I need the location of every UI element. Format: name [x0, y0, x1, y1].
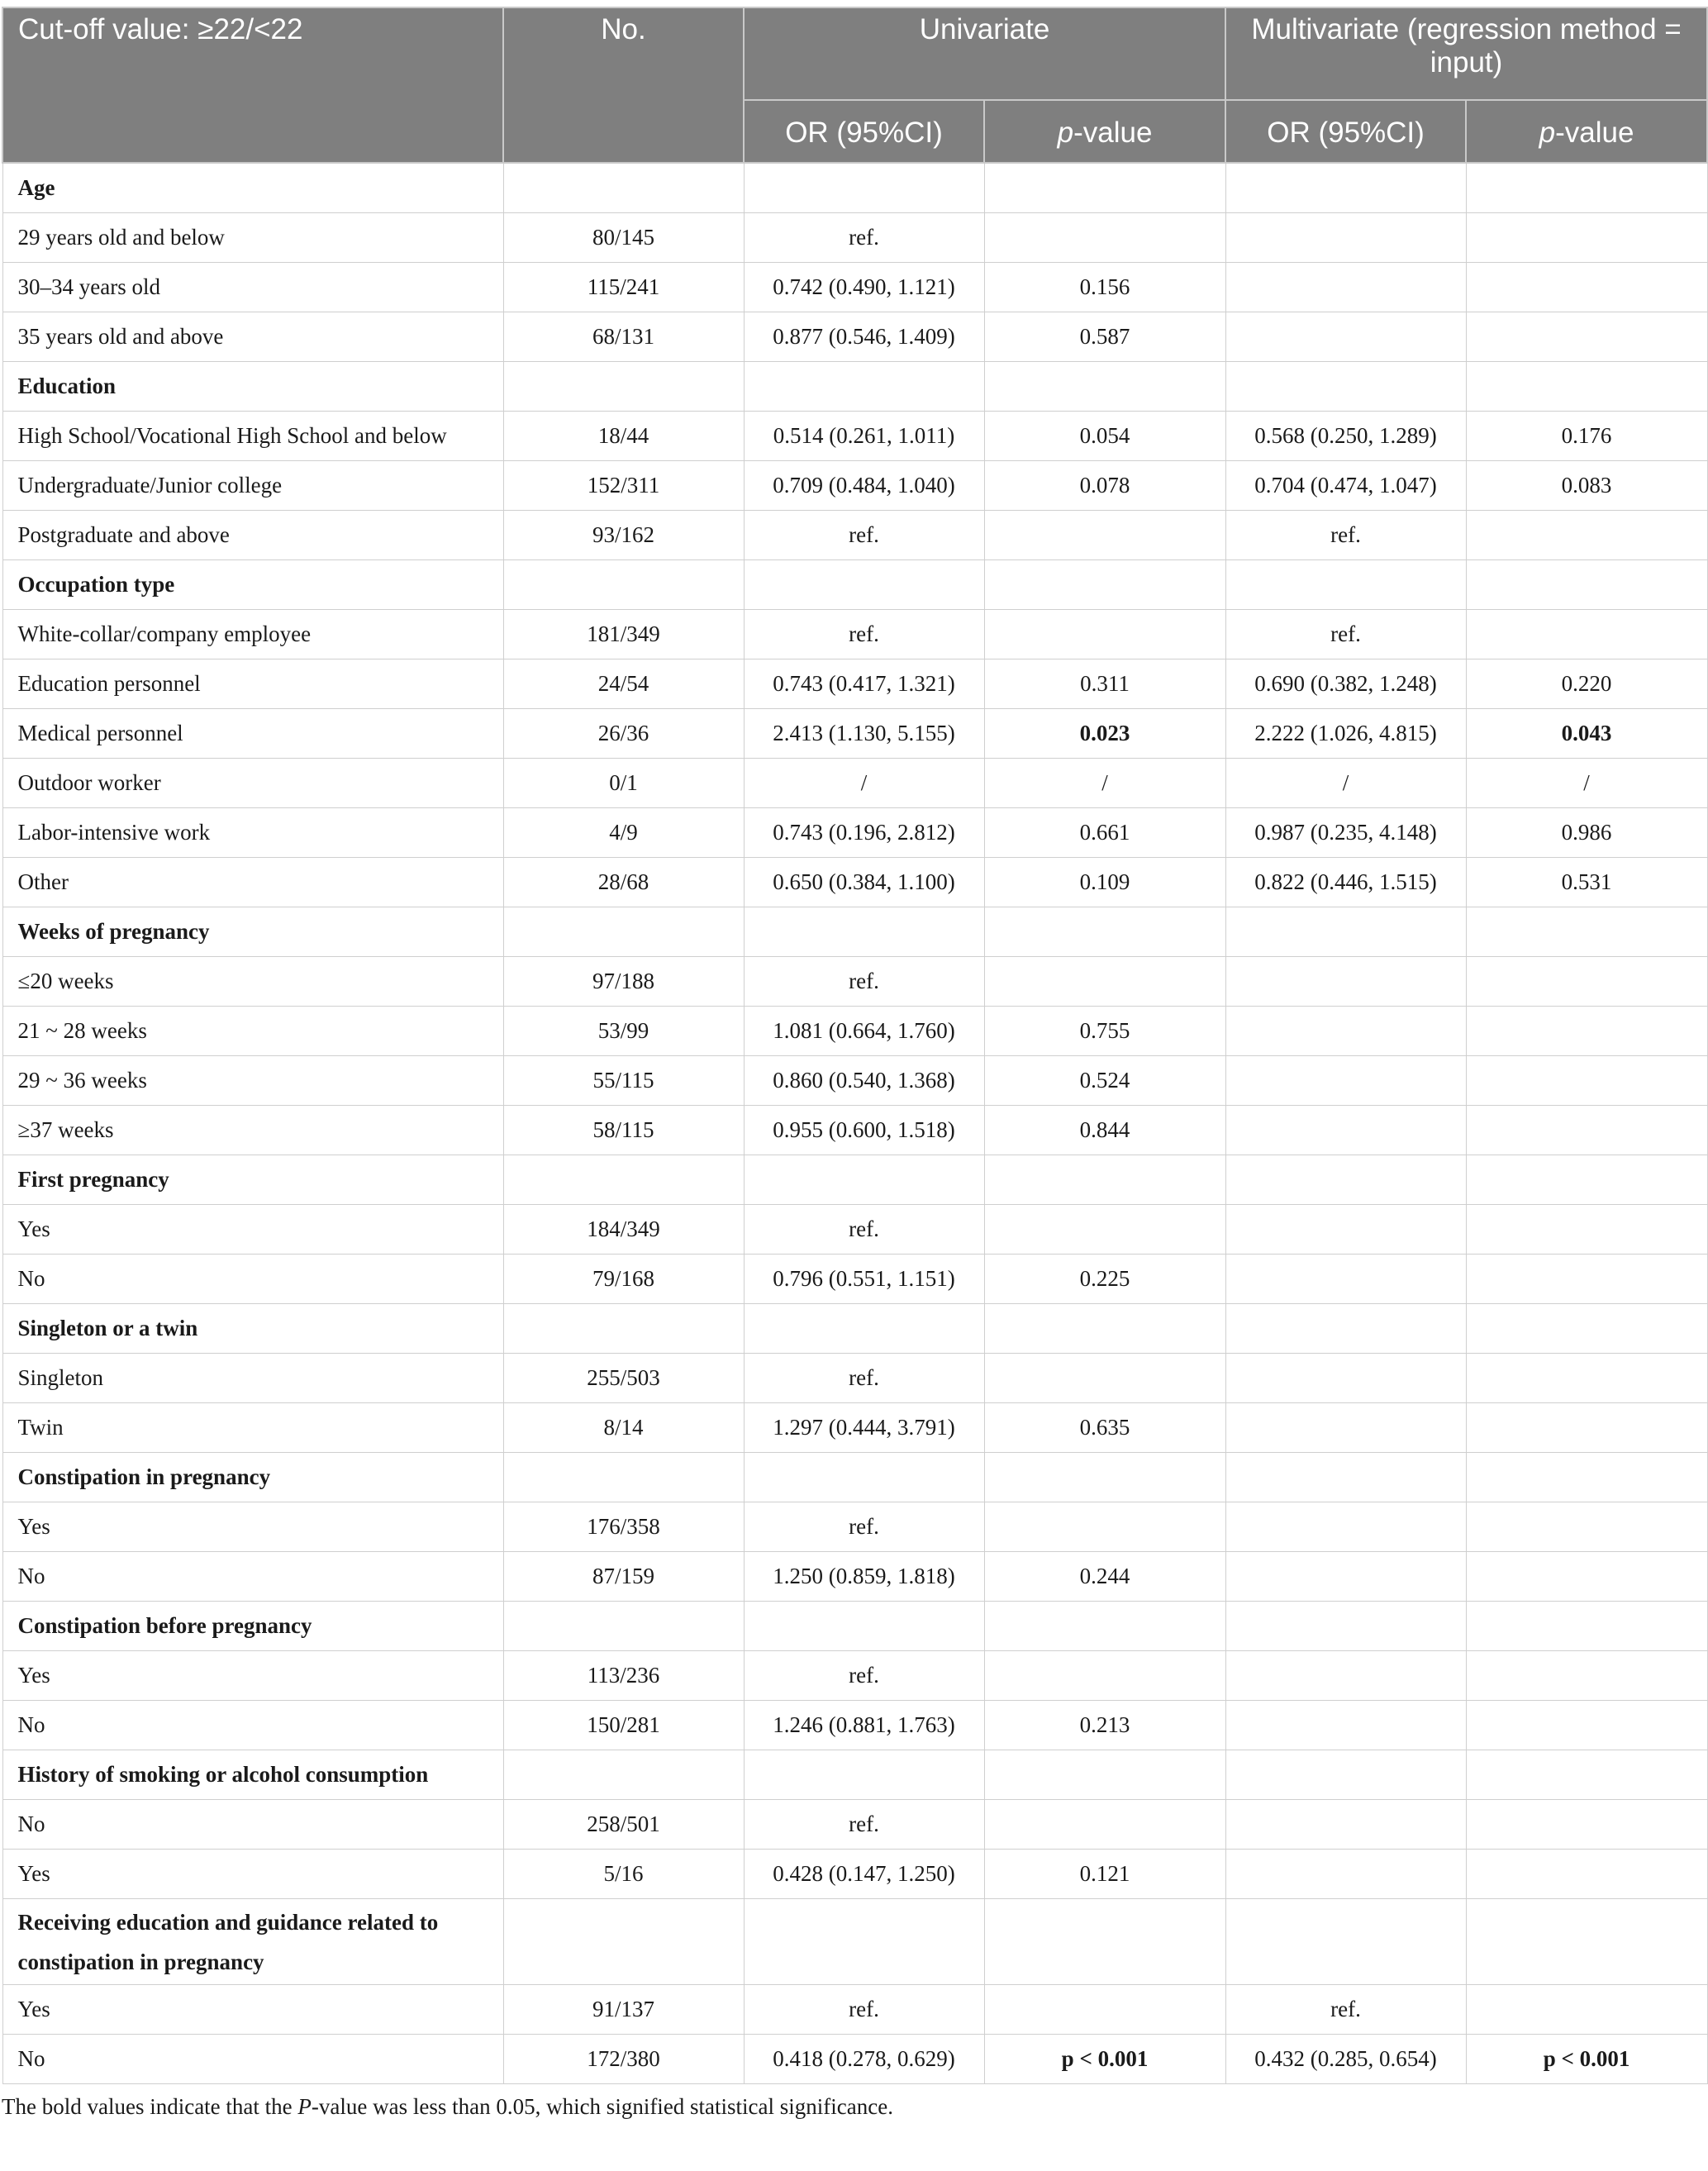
count-cell [503, 163, 744, 213]
multivariate-p-cell [1466, 1155, 1707, 1205]
count-cell [503, 1899, 744, 1985]
univariate-or-cell: ref. [744, 1800, 984, 1850]
row-label-cell: 35 years old and above [2, 312, 503, 362]
count-cell: 87/159 [503, 1552, 744, 1602]
univariate-p-cell: 0.661 [984, 808, 1225, 858]
univariate-or-cell: ref. [744, 1651, 984, 1701]
table-header [2, 7, 1707, 163]
table-footnote [2, 2094, 1708, 2120]
univariate-p-cell: 0.023 [984, 709, 1225, 759]
multivariate-or-cell [1225, 1304, 1466, 1354]
univariate-or-cell [744, 1899, 984, 1985]
multivariate-or-cell: ref. [1225, 511, 1466, 560]
multivariate-or-cell [1225, 1602, 1466, 1651]
univariate-p-cell [984, 957, 1225, 1007]
univariate-or-cell: ref. [744, 1985, 984, 2035]
count-cell: 255/503 [503, 1354, 744, 1403]
univariate-or-cell: 0.428 (0.147, 1.250) [744, 1850, 984, 1899]
univariate-or-cell: ref. [744, 610, 984, 659]
univariate-p-cell: 0.225 [984, 1255, 1225, 1304]
category-row [2, 1750, 1707, 1800]
table-row [2, 759, 1707, 808]
multivariate-or-cell [1225, 1552, 1466, 1602]
univariate-or-cell: 0.709 (0.484, 1.040) [744, 461, 984, 511]
table-row [2, 412, 1707, 461]
table-row [2, 511, 1707, 560]
table-row [2, 1354, 1707, 1403]
multivariate-or-cell [1225, 1453, 1466, 1502]
row-label-cell: Occupation type [2, 560, 503, 610]
row-label-cell: Yes [2, 1985, 503, 2035]
table-row [2, 610, 1707, 659]
count-cell [503, 907, 744, 957]
univariate-p-cell: 0.635 [984, 1403, 1225, 1453]
multivariate-p-cell [1466, 560, 1707, 610]
univariate-or-cell: ref. [744, 511, 984, 560]
table-row [2, 1701, 1707, 1750]
row-label-cell: Constipation before pregnancy [2, 1602, 503, 1651]
count-cell: 79/168 [503, 1255, 744, 1304]
univariate-p-cell [984, 213, 1225, 263]
univariate-or-cell: 1.081 (0.664, 1.760) [744, 1007, 984, 1056]
multivariate-p-cell [1466, 957, 1707, 1007]
multivariate-or-cell [1225, 1106, 1466, 1155]
row-label-cell: Yes [2, 1205, 503, 1255]
multivariate-p-cell: 0.220 [1466, 659, 1707, 709]
univariate-or-cell [744, 362, 984, 412]
row-label-cell: Twin [2, 1403, 503, 1453]
univariate-or-cell [744, 907, 984, 957]
table-row [2, 1056, 1707, 1106]
row-label-cell: ≥37 weeks [2, 1106, 503, 1155]
count-cell: 97/188 [503, 957, 744, 1007]
footnote-part1: The bold values indicate that the [2, 2094, 298, 2119]
category-row [2, 1304, 1707, 1354]
table-row [2, 1502, 1707, 1552]
multivariate-p-cell: / [1466, 759, 1707, 808]
multivariate-or-cell [1225, 1403, 1466, 1453]
univariate-or-cell: 1.250 (0.859, 1.818) [744, 1552, 984, 1602]
multivariate-p-cell [1466, 1304, 1707, 1354]
p-suffix: -value [1555, 117, 1634, 149]
univariate-or-cell [744, 1453, 984, 1502]
count-cell: 113/236 [503, 1651, 744, 1701]
univariate-p-cell: 0.844 [984, 1106, 1225, 1155]
univariate-p-cell: 0.755 [984, 1007, 1225, 1056]
count-cell: 80/145 [503, 213, 744, 263]
table-row [2, 808, 1707, 858]
count-cell: 8/14 [503, 1403, 744, 1453]
multivariate-p-cell [1466, 1985, 1707, 2035]
p-italic: p [1539, 117, 1556, 149]
row-label-cell: Yes [2, 1850, 503, 1899]
multivariate-p-cell: 0.083 [1466, 461, 1707, 511]
univariate-p-cell: 0.078 [984, 461, 1225, 511]
univariate-p-cell [984, 1304, 1225, 1354]
table-row [2, 1552, 1707, 1602]
multivariate-p-cell [1466, 610, 1707, 659]
row-label-cell: No [2, 2035, 503, 2084]
univariate-p-cell: 0.311 [984, 659, 1225, 709]
multivariate-p-cell [1466, 1255, 1707, 1304]
multivariate-p-cell [1466, 1701, 1707, 1750]
table-row [2, 2035, 1707, 2084]
multivariate-or-cell [1225, 1354, 1466, 1403]
table-row [2, 461, 1707, 511]
count-cell [503, 1155, 744, 1205]
univariate-p-cell: 0.213 [984, 1701, 1225, 1750]
univariate-p-cell [984, 1800, 1225, 1850]
multivariate-p-header [1466, 100, 1707, 163]
multivariate-p-cell: 0.176 [1466, 412, 1707, 461]
univariate-or-cell [744, 1155, 984, 1205]
p-italic: p [1057, 117, 1074, 149]
count-cell: 258/501 [503, 1800, 744, 1850]
table-row [2, 312, 1707, 362]
count-cell: 91/137 [503, 1985, 744, 2035]
row-label-cell: No [2, 1701, 503, 1750]
multivariate-or-cell [1225, 907, 1466, 957]
multivariate-or-cell [1225, 1255, 1466, 1304]
multivariate-p-cell [1466, 1502, 1707, 1552]
multivariate-p-cell [1466, 1850, 1707, 1899]
multivariate-p-cell [1466, 362, 1707, 412]
multivariate-p-cell [1466, 1354, 1707, 1403]
univariate-or-cell: 1.297 (0.444, 3.791) [744, 1403, 984, 1453]
multivariate-p-cell [1466, 1007, 1707, 1056]
multivariate-p-cell [1466, 1651, 1707, 1701]
univariate-p-cell: 0.121 [984, 1850, 1225, 1899]
row-label-cell: No [2, 1255, 503, 1304]
count-cell: 176/358 [503, 1502, 744, 1552]
row-label-cell: No [2, 1552, 503, 1602]
count-cell: 93/162 [503, 511, 744, 560]
univariate-p-cell: 0.244 [984, 1552, 1225, 1602]
multivariate-or-cell [1225, 1750, 1466, 1800]
multivariate-p-cell [1466, 263, 1707, 312]
univariate-or-cell [744, 1750, 984, 1800]
row-label-cell: No [2, 1800, 503, 1850]
multivariate-p-cell [1466, 907, 1707, 957]
univariate-p-cell [984, 1453, 1225, 1502]
row-label-cell: Postgraduate and above [2, 511, 503, 560]
category-row [2, 362, 1707, 412]
univariate-p-cell [984, 1651, 1225, 1701]
count-cell [503, 1304, 744, 1354]
category-row [2, 907, 1707, 957]
univariate-or-cell: ref. [744, 1502, 984, 1552]
footnote-p-italic: P [297, 2094, 312, 2119]
footnote-part3: -value was less than 0.05, which signified statistical significance. [311, 2094, 893, 2119]
table-row [2, 1255, 1707, 1304]
univariate-header: Univariate [744, 7, 1225, 100]
univariate-p-cell [984, 1899, 1225, 1985]
row-label-cell: History of smoking or alcohol consumption [2, 1750, 503, 1800]
count-cell: 172/380 [503, 2035, 744, 2084]
univariate-p-cell [984, 1602, 1225, 1651]
count-cell [503, 1602, 744, 1651]
multivariate-header: Multivariate (regression method = input) [1225, 7, 1707, 100]
count-cell: 150/281 [503, 1701, 744, 1750]
multivariate-p-cell [1466, 213, 1707, 263]
row-label-cell: 29 years old and below [2, 213, 503, 263]
table-row [2, 1800, 1707, 1850]
multivariate-p-cell [1466, 1552, 1707, 1602]
regression-table [2, 7, 1708, 2084]
univariate-p-cell: 0.587 [984, 312, 1225, 362]
table-row [2, 1850, 1707, 1899]
count-cell: 18/44 [503, 412, 744, 461]
univariate-or-cell [744, 560, 984, 610]
multivariate-or-cell: 0.690 (0.382, 1.248) [1225, 659, 1466, 709]
multivariate-or-cell [1225, 163, 1466, 213]
univariate-p-cell: p < 0.001 [984, 2035, 1225, 2084]
multivariate-or-cell [1225, 1205, 1466, 1255]
row-label-cell: 30–34 years old [2, 263, 503, 312]
multivariate-or-cell: 0.704 (0.474, 1.047) [1225, 461, 1466, 511]
univariate-or-cell: 0.796 (0.551, 1.151) [744, 1255, 984, 1304]
category-row [2, 1899, 1707, 1985]
multivariate-p-cell [1466, 1602, 1707, 1651]
table-row [2, 1205, 1707, 1255]
multivariate-p-cell: 0.043 [1466, 709, 1707, 759]
row-label-cell: Singleton or a twin [2, 1304, 503, 1354]
multivariate-or-cell [1225, 1155, 1466, 1205]
multivariate-or-cell [1225, 362, 1466, 412]
univariate-p-cell: 0.524 [984, 1056, 1225, 1106]
row-label-cell: Yes [2, 1502, 503, 1552]
row-label-cell: Receiving education and guidance related to constipation in pregnancy [2, 1899, 503, 1985]
univariate-p-cell [984, 1155, 1225, 1205]
row-label-cell: ≤20 weeks [2, 957, 503, 1007]
table-row [2, 1106, 1707, 1155]
univariate-p-cell [984, 163, 1225, 213]
univariate-p-cell: 0.156 [984, 263, 1225, 312]
row-label-cell: Medical personnel [2, 709, 503, 759]
univariate-p-cell [984, 1205, 1225, 1255]
univariate-or-cell [744, 163, 984, 213]
univariate-or-cell: ref. [744, 1205, 984, 1255]
univariate-p-cell [984, 907, 1225, 957]
multivariate-or-cell [1225, 1502, 1466, 1552]
multivariate-p-cell [1466, 1106, 1707, 1155]
row-label-cell: High School/Vocational High School and below [2, 412, 503, 461]
univariate-or-cell: ref. [744, 1354, 984, 1403]
multivariate-p-cell: 0.531 [1466, 858, 1707, 907]
multivariate-p-cell [1466, 1750, 1707, 1800]
row-label-cell: Other [2, 858, 503, 907]
multivariate-or-cell [1225, 1800, 1466, 1850]
row-label-cell: Undergraduate/Junior college [2, 461, 503, 511]
row-label-cell: First pregnancy [2, 1155, 503, 1205]
multivariate-or-cell: / [1225, 759, 1466, 808]
count-cell [503, 560, 744, 610]
count-cell: 58/115 [503, 1106, 744, 1155]
univariate-or-cell: 0.743 (0.196, 2.812) [744, 808, 984, 858]
table-body [2, 163, 1707, 2084]
row-label-cell: Weeks of pregnancy [2, 907, 503, 957]
univariate-or-cell: 0.418 (0.278, 0.629) [744, 2035, 984, 2084]
univariate-or-cell: 0.860 (0.540, 1.368) [744, 1056, 984, 1106]
univariate-or-cell: 0.743 (0.417, 1.321) [744, 659, 984, 709]
univariate-or-cell: / [744, 759, 984, 808]
table-row [2, 263, 1707, 312]
multivariate-p-cell [1466, 1403, 1707, 1453]
univariate-or-cell [744, 1602, 984, 1651]
univariate-or-cell: 0.514 (0.261, 1.011) [744, 412, 984, 461]
univariate-or-cell: 2.413 (1.130, 5.155) [744, 709, 984, 759]
table-row [2, 1651, 1707, 1701]
univariate-or-cell: 0.650 (0.384, 1.100) [744, 858, 984, 907]
row-label-cell: Outdoor worker [2, 759, 503, 808]
multivariate-or-cell [1225, 1651, 1466, 1701]
count-cell: 24/54 [503, 659, 744, 709]
univariate-p-cell [984, 1750, 1225, 1800]
univariate-p-cell [984, 511, 1225, 560]
no-header: No. [503, 7, 744, 163]
category-row [2, 1155, 1707, 1205]
cutoff-header: Cut-off value: ≥22/<22 [2, 7, 503, 163]
multivariate-or-cell [1225, 1056, 1466, 1106]
univariate-or-header: OR (95%CI) [744, 100, 984, 163]
univariate-p-cell [984, 362, 1225, 412]
univariate-p-cell: 0.054 [984, 412, 1225, 461]
row-label-cell: White-collar/company employee [2, 610, 503, 659]
table-row [2, 1007, 1707, 1056]
row-label-cell: Education personnel [2, 659, 503, 709]
multivariate-p-cell [1466, 312, 1707, 362]
multivariate-or-cell: 0.568 (0.250, 1.289) [1225, 412, 1466, 461]
univariate-or-cell: 0.955 (0.600, 1.518) [744, 1106, 984, 1155]
multivariate-or-cell: 0.822 (0.446, 1.515) [1225, 858, 1466, 907]
p-suffix: -value [1073, 117, 1153, 149]
univariate-p-cell: / [984, 759, 1225, 808]
univariate-p-cell: 0.109 [984, 858, 1225, 907]
table-row [2, 709, 1707, 759]
univariate-or-cell: 0.877 (0.546, 1.409) [744, 312, 984, 362]
multivariate-or-cell [1225, 560, 1466, 610]
multivariate-p-cell [1466, 1056, 1707, 1106]
univariate-or-cell: ref. [744, 213, 984, 263]
multivariate-or-cell [1225, 1850, 1466, 1899]
univariate-p-cell [984, 1985, 1225, 2035]
count-cell: 28/68 [503, 858, 744, 907]
count-cell: 181/349 [503, 610, 744, 659]
table-row [2, 213, 1707, 263]
count-cell: 184/349 [503, 1205, 744, 1255]
multivariate-or-cell [1225, 1701, 1466, 1750]
count-cell [503, 362, 744, 412]
univariate-p-header [984, 100, 1225, 163]
count-cell: 55/115 [503, 1056, 744, 1106]
multivariate-or-cell [1225, 263, 1466, 312]
multivariate-or-cell: ref. [1225, 610, 1466, 659]
multivariate-p-cell [1466, 1205, 1707, 1255]
univariate-or-cell: 0.742 (0.490, 1.121) [744, 263, 984, 312]
multivariate-p-cell [1466, 1800, 1707, 1850]
table-row [2, 659, 1707, 709]
univariate-p-cell [984, 1354, 1225, 1403]
row-label-cell: Education [2, 362, 503, 412]
count-cell: 4/9 [503, 808, 744, 858]
row-label-cell: Age [2, 163, 503, 213]
count-cell [503, 1750, 744, 1800]
multivariate-p-cell [1466, 1453, 1707, 1502]
multivariate-or-cell [1225, 1899, 1466, 1985]
table-row [2, 858, 1707, 907]
count-cell: 26/36 [503, 709, 744, 759]
multivariate-or-header: OR (95%CI) [1225, 100, 1466, 163]
multivariate-or-cell [1225, 1007, 1466, 1056]
table-row [2, 1403, 1707, 1453]
univariate-or-cell [744, 1304, 984, 1354]
category-row [2, 163, 1707, 213]
univariate-or-cell: 1.246 (0.881, 1.763) [744, 1701, 984, 1750]
multivariate-or-cell [1225, 957, 1466, 1007]
row-label-cell: Singleton [2, 1354, 503, 1403]
univariate-or-cell: ref. [744, 957, 984, 1007]
count-cell: 0/1 [503, 759, 744, 808]
count-cell: 68/131 [503, 312, 744, 362]
count-cell: 115/241 [503, 263, 744, 312]
multivariate-or-cell [1225, 312, 1466, 362]
count-cell: 152/311 [503, 461, 744, 511]
multivariate-p-cell: 0.986 [1466, 808, 1707, 858]
table-row [2, 957, 1707, 1007]
multivariate-or-cell: 2.222 (1.026, 4.815) [1225, 709, 1466, 759]
table-row [2, 1985, 1707, 2035]
multivariate-or-cell: 0.432 (0.285, 0.654) [1225, 2035, 1466, 2084]
multivariate-or-cell [1225, 213, 1466, 263]
multivariate-p-cell: p < 0.001 [1466, 2035, 1707, 2084]
multivariate-or-cell: ref. [1225, 1985, 1466, 2035]
univariate-p-cell [984, 1502, 1225, 1552]
multivariate-p-cell [1466, 1899, 1707, 1985]
multivariate-p-cell [1466, 511, 1707, 560]
count-cell: 53/99 [503, 1007, 744, 1056]
category-row [2, 560, 1707, 610]
row-label-cell: Yes [2, 1651, 503, 1701]
multivariate-p-cell [1466, 163, 1707, 213]
count-cell: 5/16 [503, 1850, 744, 1899]
multivariate-or-cell: 0.987 (0.235, 4.148) [1225, 808, 1466, 858]
count-cell [503, 1453, 744, 1502]
univariate-p-cell [984, 560, 1225, 610]
category-row [2, 1453, 1707, 1502]
univariate-p-cell [984, 610, 1225, 659]
row-label-cell: 21 ~ 28 weeks [2, 1007, 503, 1056]
category-row [2, 1602, 1707, 1651]
row-label-cell: Labor-intensive work [2, 808, 503, 858]
row-label-cell: 29 ~ 36 weeks [2, 1056, 503, 1106]
row-label-cell: Constipation in pregnancy [2, 1453, 503, 1502]
